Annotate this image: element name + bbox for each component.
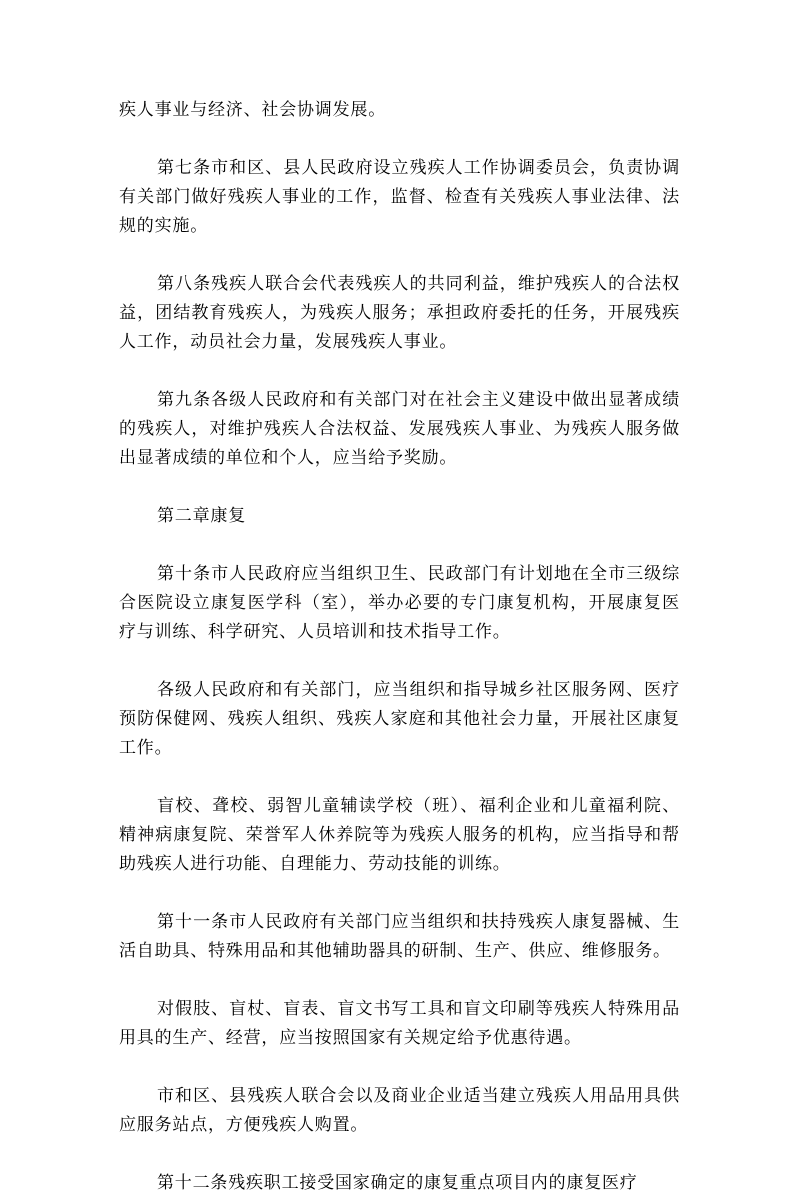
paragraph-article-12: 第十二条残疾职工接受国家确定的康复重点项目内的康复医疗 — [157, 1173, 638, 1193]
paragraph-community-rehabilitation: 各级人民政府和有关部门，应当组织和指导城乡社区服务网、医疗预防保健网、残疾人组织、残疾人家庭和其他社会力量，开展社区康复工作。 — [119, 680, 680, 758]
chapter-heading-rehabilitation: 第二章康复 — [157, 506, 246, 526]
paragraph-article-11: 第十一条市人民政府有关部门应当组织和扶持残疾人康复器械、生活自助具、特殊用品和其他辅助器具的研制、生产、供应、维修服务。 — [119, 912, 680, 961]
paragraph-article-10: 第十条市人民政府应当组织卫生、民政部门有计划地在全市三级综合医院设立康复医学科（室），举办必要的专门康复机构，开展康复医疗与训练、科学研究、人员培训和技术指导工作。 — [119, 564, 680, 642]
paragraph-article-8: 第八条残疾人联合会代表残疾人的共同利益，维护残疾人的合法权益，团结教育残疾人，为残疾人服务；承担政府委托的任务，开展残疾人工作，动员社会力量，发展残疾人事业。 — [119, 274, 680, 352]
paragraph-article-9: 第九条各级人民政府和有关部门对在社会主义建设中做出显著成绩的残疾人，对维护残疾人合法权益、发展残疾人事业、为残疾人服务做出显著成绩的单位和个人，应当给予奖励。 — [119, 390, 680, 468]
paragraph-continuation: 疾人事业与经济、社会协调发展。 — [119, 100, 386, 120]
paragraph-special-supplies: 对假肢、盲杖、盲表、盲文书写工具和盲文印刷等残疾人特殊用品用具的生产、经营，应当按照国家有关规定给予优惠待遇。 — [119, 999, 680, 1048]
paragraph-article-7: 第七条市和区、县人民政府设立残疾人工作协调委员会，负责协调有关部门做好残疾人事业的工作，监督、检查有关残疾人事业法律、法规的实施。 — [119, 158, 680, 236]
document-body — [119, 96, 680, 1198]
paragraph-service-institutions: 盲校、聋校、弱智儿童辅读学校（班）、福利企业和儿童福利院、精神病康复院、荣誉军人休养院等为残疾人服务的机构，应当指导和帮助残疾人进行功能、自理能力、劳动技能的训练。 — [119, 796, 680, 874]
paragraph-supply-stations: 市和区、县残疾人联合会以及商业企业适当建立残疾人用品用具供应服务站点，方便残疾人购置。 — [119, 1086, 680, 1135]
